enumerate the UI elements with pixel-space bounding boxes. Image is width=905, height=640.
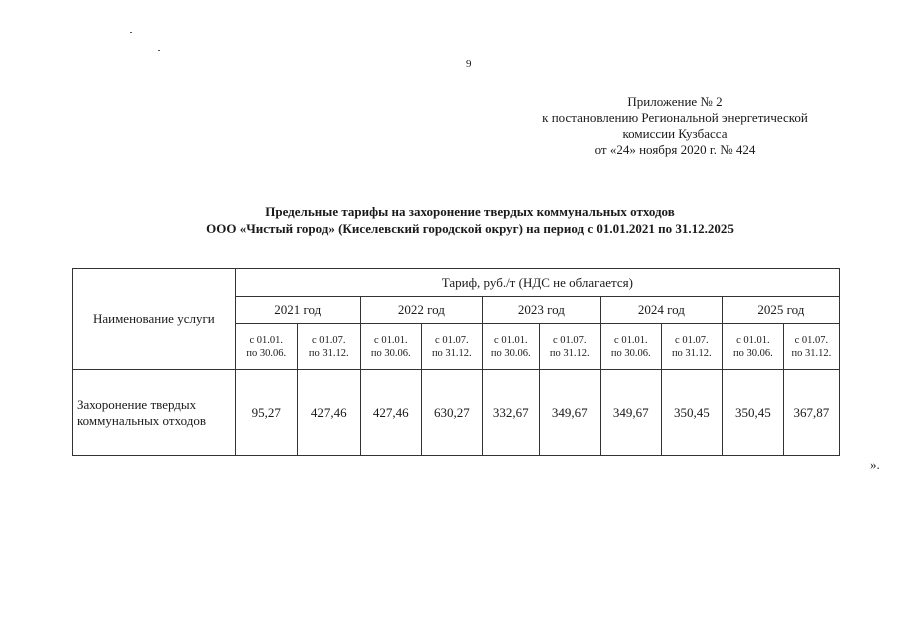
service-name xyxy=(73,370,236,456)
period-header xyxy=(600,324,661,370)
period-start: с 01.07. xyxy=(675,334,709,346)
period-start: с 01.07. xyxy=(794,334,829,346)
period-header xyxy=(661,324,722,370)
tariff-value: 630,27 xyxy=(421,370,482,456)
period-header xyxy=(722,324,783,370)
tariff-value: 350,45 xyxy=(722,370,783,456)
tariff-value: 350,45 xyxy=(661,370,722,456)
period-start: с 01.01. xyxy=(249,334,283,346)
period-end: по 31.12. xyxy=(431,347,472,359)
period-end: по 31.12. xyxy=(308,347,349,359)
appendix-block xyxy=(500,94,850,158)
period-end: по 30.06. xyxy=(370,347,411,359)
appendix-line: Приложение № 2 xyxy=(627,94,723,109)
period-start: с 01.01. xyxy=(614,334,648,346)
tariff-value: 427,46 xyxy=(297,370,360,456)
period-start: с 01.07. xyxy=(312,334,346,346)
document-title xyxy=(100,203,840,237)
period-header xyxy=(421,324,482,370)
page-number: 9 xyxy=(466,58,472,70)
period-start: с 01.01. xyxy=(494,334,528,346)
period-end: по 31.12. xyxy=(671,347,712,359)
period-end: по 30.06. xyxy=(732,347,773,359)
period-end: по 31.12. xyxy=(791,347,832,359)
period-end: по 30.06. xyxy=(246,347,287,359)
period-end: по 30.06. xyxy=(490,347,531,359)
year-header: 2023 год xyxy=(482,297,600,324)
table-row xyxy=(73,370,840,456)
tariff-header: Тариф, руб./т (НДС не облагается) xyxy=(235,269,839,297)
tariff-value: 427,46 xyxy=(360,370,421,456)
closing-quote-mark: ». xyxy=(870,457,880,472)
year-header: 2024 год xyxy=(600,297,722,324)
period-header xyxy=(482,324,539,370)
tariff-value: 349,67 xyxy=(600,370,661,456)
period-header xyxy=(360,324,421,370)
year-header: 2022 год xyxy=(360,297,482,324)
period-header xyxy=(297,324,360,370)
scan-speck xyxy=(130,32,132,33)
appendix-line: комиссии Кузбасса xyxy=(622,126,728,141)
title-line: ООО «Чистый город» (Киселевский городской округ) на период с 01.01.2021 по 31.12.2025 xyxy=(206,221,734,236)
tariff-value: 332,67 xyxy=(482,370,539,456)
service-name-line: коммунальных отходов xyxy=(77,412,206,428)
appendix-line: от «24» ноября 2020 г. № 424 xyxy=(594,142,756,157)
period-start: с 01.01. xyxy=(736,334,770,346)
period-header xyxy=(235,324,297,370)
period-start: с 01.07. xyxy=(435,334,469,346)
period-start: с 01.07. xyxy=(553,334,587,346)
period-end: по 30.06. xyxy=(610,347,651,359)
period-header xyxy=(783,324,839,370)
year-header: 2025 год xyxy=(722,297,839,324)
tariff-table xyxy=(72,268,840,456)
tariff-value: 367,87 xyxy=(783,370,839,456)
title-line: Предельные тарифы на захоронение твердых коммунальных отходов xyxy=(265,204,675,219)
period-start: с 01.01. xyxy=(374,334,408,346)
period-end: по 31.12. xyxy=(549,347,590,359)
year-header: 2021 год xyxy=(235,297,360,324)
tariff-value: 349,67 xyxy=(539,370,600,456)
service-name-line: Захоронение твердых xyxy=(77,396,197,412)
tariff-value: 95,27 xyxy=(235,370,297,456)
scan-speck xyxy=(158,50,160,51)
period-header xyxy=(539,324,600,370)
appendix-line: к постановлению Региональной энергетической xyxy=(542,110,808,125)
service-header: Наименование услуги xyxy=(73,269,236,370)
